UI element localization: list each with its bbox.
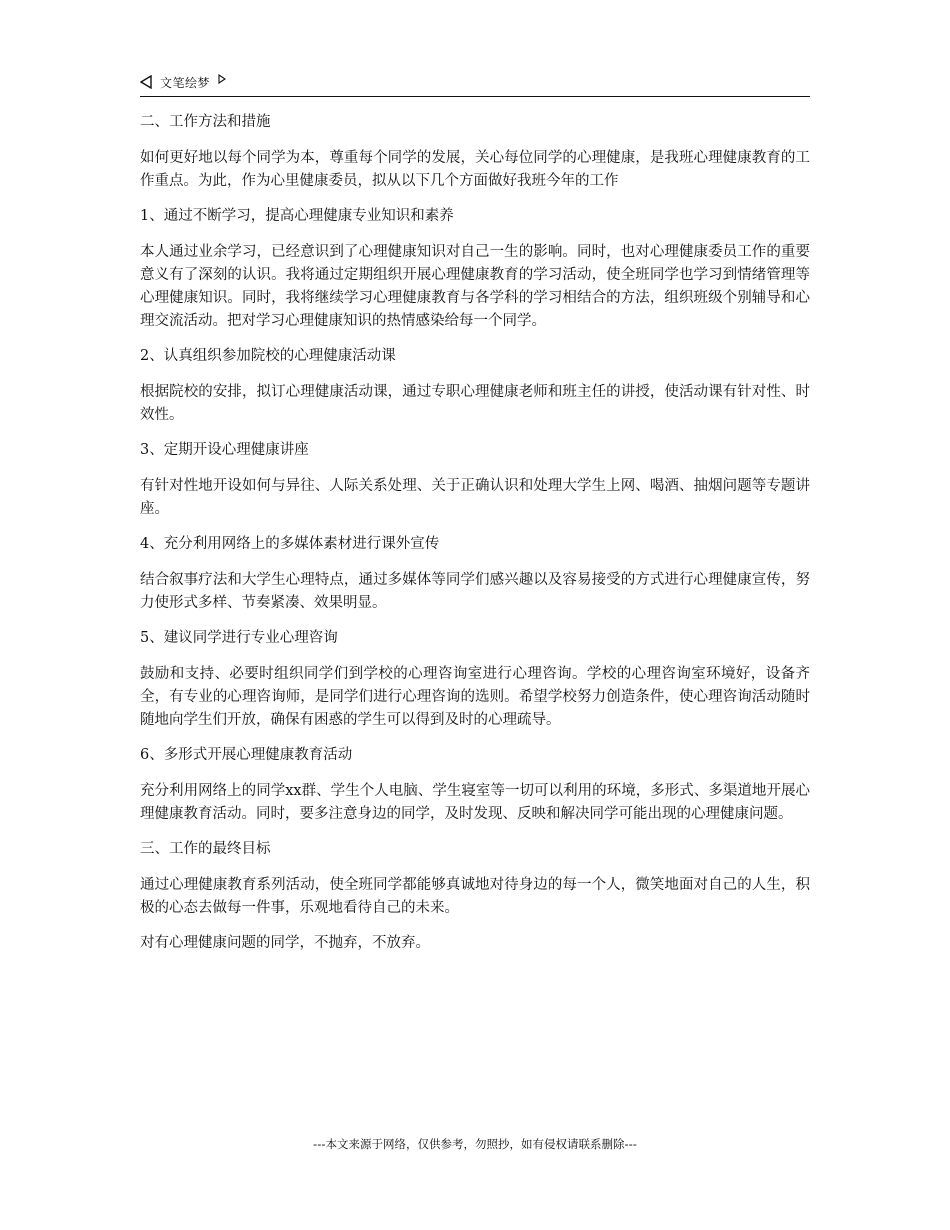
paragraph: 结合叙事疗法和大学生心理特点，通过多媒体等同学们感兴趣以及容易接受的方式进行心理健康宣传，努力使形式多样、节奏紧凑、效果明显。	[140, 572, 810, 611]
subsection-heading: 3、定期开设心理健康讲座	[140, 442, 309, 458]
page-header	[140, 68, 810, 97]
subsection-heading: 4、充分利用网络上的多媒体素材进行课外宣传	[140, 536, 440, 552]
header-brand: 文笔绘梦	[160, 75, 211, 90]
paragraph: 如何更好地以每个同学为本，尊重每个同学的发展，关心每位同学的心理健康，是我班心理健康教育的工作重点。为此，作为心里健康委员，拟从以下几个方面做好我班今年的工作	[140, 150, 810, 189]
paragraph: 对有心理健康问题的同学，不抛弃，不放弃。	[140, 935, 430, 951]
subsection-heading: 2、认真组织参加院校的心理健康活动课	[140, 348, 396, 364]
paragraph: 鼓励和支持、必要时组织同学们到学校的心理咨询室进行心理咨询。学校的心理咨询室环境好，设备齐全，有专业的心理咨询师，是同学们进行心理咨询的选则。希望学校努力创造条件，使心理咨询活动随时随地向学生们开放，确保有困惑的学生可以得到及时的心理疏导。	[140, 666, 810, 728]
document-page	[140, 68, 810, 967]
subsection-heading: 6、多形式开展心理健康教育活动	[140, 747, 353, 763]
triangle-right-icon	[218, 73, 226, 83]
section-heading: 三、工作的最终目标	[140, 841, 271, 857]
page-footer: ---本文来源于网络，仅供参考，勿照抄，如有侵权请联系删除---	[313, 1137, 637, 1151]
paragraph: 本人通过业余学习，已经意识到了心理健康知识对自己一生的影响。同时，也对心理健康委员工作的重要意义有了深刻的认识。我将通过定期组织开展心理健康教育的学习活动，使全班同学也学习到情绪管理等心理健康知识。同时，我将继续学习心理健康教育与各学科的学习相结合的方法，组织班级个别辅导和心理交流活动。把对学习心理健康知识的热情感染给每一个同学。	[140, 244, 810, 329]
paragraph: 通过心理健康教育系列活动，使全班同学都能够真诚地对待身边的每一个人，微笑地面对自己的人生，积极的心态去做每一件事，乐观地看待自己的未来。	[140, 877, 810, 916]
subsection-heading: 5、建议同学进行专业心理咨询	[140, 630, 338, 646]
paragraph: 充分利用网络上的同学xx群、学生个人电脑、学生寝室等一切可以利用的环境，多形式、多渠道地开展心理健康教育活动。同时，要多注意身边的同学，及时发现、反映和解决同学可能出现的心理健康问题。	[140, 783, 810, 822]
triangle-left-icon	[140, 75, 152, 89]
section-heading: 二、工作方法和措施	[140, 114, 271, 130]
paragraph: 有针对性地开设如何与异往、人际关系处理、关于正确认识和处理大学生上网、喝酒、抽烟问题等专题讲座。	[140, 478, 810, 517]
document-body	[140, 97, 810, 955]
subsection-heading: 1、通过不断学习，提高心理健康专业知识和素养	[140, 208, 454, 224]
paragraph: 根据院校的安排，拟订心理健康活动课，通过专职心理健康老师和班主任的讲授，使活动课有针对性、时效性。	[140, 384, 810, 423]
